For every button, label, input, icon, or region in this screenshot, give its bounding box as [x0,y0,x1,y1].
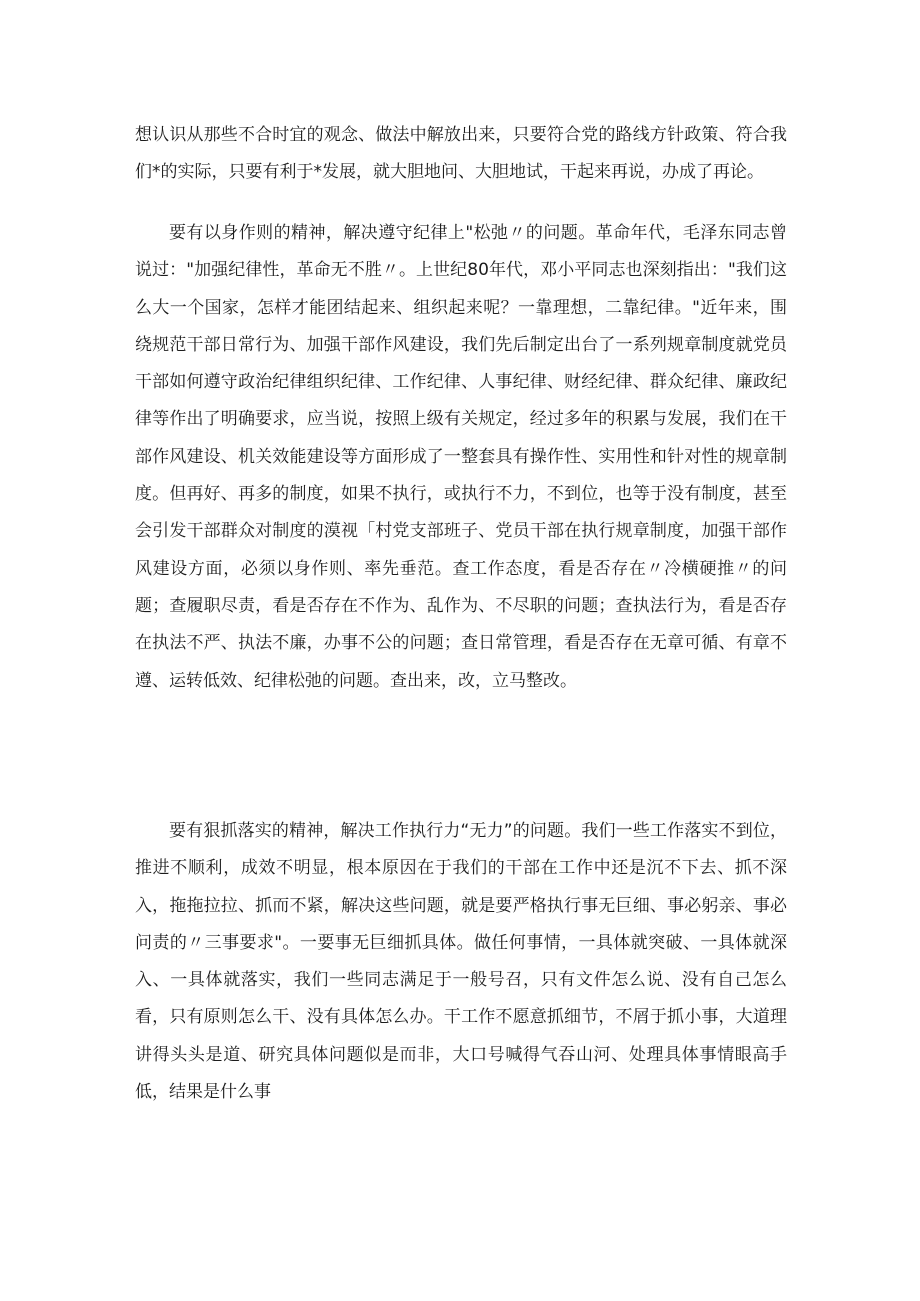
document-body-paragraph-1 [135,117,787,192]
paragraph-text: 想认识从那些不合时宜的观念、做法中解放出来，只要符合党的路线方针政策、符合我们*的实际，只要有利于*发展，就大胆地问、大胆地试，干起来再说，办成了再论。 [135,125,787,183]
document-body-paragraph-3 [135,813,787,1111]
paragraph-text: 要有狠抓落实的精神，解决工作执行力“无力”的问题。我们一些工作落实不到位，推进不顺利，成效不明显，根本原因在于我们的干部在工作中还是沉不下去、抓不深入，拖拖拉拉、抓而不紧，解决这些问题，就是要严格执行事无巨细、事必躬亲、事必问责的〃三事要求"。一要事无巨细抓具体。做任何事情，一具体就突破、一具体就深入、一具体就落实，我们一些同志满足于一般号召，只有文件怎么说、没有自己怎么看，只有原则怎么干、没有具体怎么办。干工作不愿意抓细节，不屑于抓小事，大道理讲得头头是道、研究具体问题似是而非，大口号喊得气吞山河、处理具体事情眼高手低，结果是什么事 [135,821,787,1103]
document-body-paragraph-2 [135,215,787,700]
paragraph-text: 要有以身作则的精神，解决遵守纪律上"松弛〃的问题。革命年代，毛泽东同志曾说过："加强纪律性，革命无不胜〃。上世纪80年代，邓小平同志也深刻指出："我们这么大一个国家，怎样才能团结起来、组织起来呢？一靠理想，二靠纪律。"近年来，围绕规范干部日常行为、加强干部作风建设，我们先后制定出台了一系列规章制度就党员干部如何遵守政治纪律组织纪律、工作纪律、人事纪律、财经纪律、群众纪律、廉政纪律等作出了明确要求，应当说，按照上级有关规定，经过多年的积累与发展，我们在干部作风建设、机关效能建设等方面形成了一整套具有操作性、实用性和针对性的规章制度。但再好、再多的制度，如果不执行，或执行不力，不到位，也等于没有制度，甚至会引发干部群众对制度的漠视「村党支部班子、党员干部在执行规章制度，加强干部作风建设方面，必须以身作则、率先垂范。查工作态度，看是否存在〃冷横硬推〃的问题；查履职尽责，看是否存在不作为、乱作为、不尽职的问题；查执法行为，看是否存在执法不严、执法不廉，办事不公的问题；查日常管理，看是否存在无章可循、有章不遵、运转低效、纪律松弛的问题。查出来，改，立马整改。 [135,223,787,691]
